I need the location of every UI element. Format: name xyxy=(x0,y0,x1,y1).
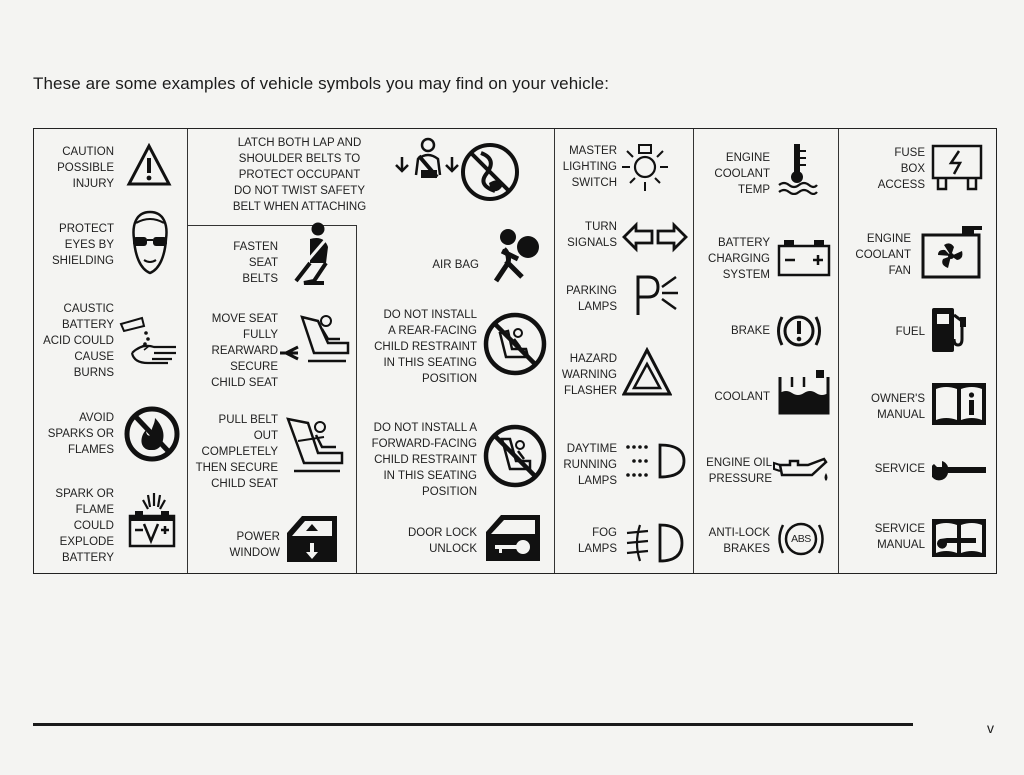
hazard-triangle-icon xyxy=(622,347,672,397)
oil-can-icon xyxy=(772,451,832,487)
door-lock-label: DOOR LOCK UNLOCK xyxy=(407,527,477,555)
acid-burn-icon xyxy=(118,309,180,365)
service-manual-label: SERVICE MANUAL xyxy=(874,523,925,551)
power-window-label: POWER WINDOW xyxy=(229,531,280,559)
turn-signal-arrows-icon xyxy=(622,221,688,253)
daytime-running-lamps-icon xyxy=(624,441,688,481)
daytime-lamps-label: DAYTIME RUNNING LAMPS xyxy=(563,443,617,487)
footer-rule xyxy=(33,723,913,726)
page-number: v xyxy=(987,720,994,736)
battery-charging-label: BATTERY CHARGING SYSTEM xyxy=(708,237,770,281)
brake-warning-icon xyxy=(774,309,824,353)
turn-signals-label: TURN SIGNALS xyxy=(567,221,617,249)
intro-text: These are some examples of vehicle symbols you may find on your vehicle: xyxy=(33,74,610,93)
forward-facing-label: DO NOT INSTALL A FORWARD-FACING CHILD RESTRAINT IN THIS SEATING POSITION xyxy=(371,422,477,498)
caustic-acid-label: CAUSTIC BATTERY ACID COULD CAUSE BURNS xyxy=(43,303,114,379)
parking-lamps-label: PARKING LAMPS xyxy=(566,285,617,313)
anti-lock-label: ANTI-LOCK BRAKES xyxy=(708,527,770,555)
rear-facing-label: DO NOT INSTALL A REAR-FACING CHILD RESTRAINT IN THIS SEATING POSITION xyxy=(374,309,477,385)
brake-label: BRAKE xyxy=(731,325,770,337)
column-divider xyxy=(356,225,357,573)
master-lighting-label: MASTER LIGHTING SWITCH xyxy=(562,145,617,189)
door-lock-icon xyxy=(483,512,543,564)
fuel-label: FUEL xyxy=(895,326,925,338)
fog-lamps-label: FOG LAMPS xyxy=(578,527,617,555)
pull-belt-label: PULL BELT OUT COMPLETELY THEN SECURE CHILD SEAT xyxy=(195,414,278,490)
no-forward-facing-seat-icon xyxy=(482,423,548,489)
no-rear-facing-seat-icon xyxy=(482,311,548,377)
child-seat-rearward-icon xyxy=(278,309,354,369)
face-shield-icon xyxy=(128,209,172,277)
coolant-fan-label: ENGINE COOLANT FAN xyxy=(855,233,911,277)
owners-manual-icon xyxy=(930,381,988,427)
service-label: SERVICE xyxy=(874,463,925,475)
coolant-label: COOLANT xyxy=(714,391,770,403)
hazard-flasher-label: HAZARD WARNING FLASHER xyxy=(561,353,617,397)
caution-label: CAUTION POSSIBLE INJURY xyxy=(57,146,114,190)
battery-icon xyxy=(776,237,832,277)
coolant-level-icon xyxy=(776,367,832,417)
fuel-pump-icon xyxy=(930,305,970,355)
fasten-belts-label: FASTEN SEAT BELTS xyxy=(233,241,278,285)
protect-eyes-label: PROTECT EYES BY SHIELDING xyxy=(52,223,114,267)
coolant-thermometer-icon xyxy=(776,141,820,195)
latch-belts-label: LATCH BOTH LAP AND SHOULDER BELTS TO PROTECT OCCUPANT DO NOT TWIST SAFETY BELT WHEN ATTACHING xyxy=(232,137,367,213)
fuse-box-icon xyxy=(930,143,984,193)
parking-lamps-icon xyxy=(632,269,682,319)
caution-triangle-icon xyxy=(126,143,172,187)
battery-explode-icon xyxy=(126,491,178,549)
coolant-fan-icon xyxy=(920,223,984,281)
spark-flame-label: SPARK OR FLAME COULD EXPLODE BATTERY xyxy=(55,488,114,564)
child-seat-belt-icon xyxy=(284,411,348,477)
no-twisted-belt-icon xyxy=(459,141,521,203)
column-divider xyxy=(187,129,188,573)
fuse-box-label: FUSE BOX ACCESS xyxy=(877,147,925,191)
no-flames-icon xyxy=(123,404,181,464)
air-bag-icon xyxy=(482,225,546,285)
wrench-icon xyxy=(932,457,988,483)
coolant-temp-label: ENGINE COOLANT TEMP xyxy=(714,152,770,196)
master-lighting-icon xyxy=(618,139,672,195)
column-divider xyxy=(838,129,839,573)
abs-badge-text: ABS xyxy=(791,533,811,545)
power-window-icon xyxy=(284,513,340,565)
move-seat-label: MOVE SEAT FULLY REARWARD SECURE CHILD SEAT xyxy=(211,313,278,389)
vehicle-symbols-panel xyxy=(33,128,997,574)
seat-belt-icon xyxy=(284,221,348,285)
air-bag-label: AIR BAG xyxy=(432,259,479,271)
service-manual-icon xyxy=(930,517,988,559)
oil-pressure-label: ENGINE OIL PRESSURE xyxy=(706,457,772,485)
avoid-sparks-label: AVOID SPARKS OR FLAMES xyxy=(47,412,114,456)
seat-belt-latch-icon xyxy=(392,135,462,195)
fog-lamps-icon xyxy=(624,521,684,565)
owners-manual-label: OWNER'S MANUAL xyxy=(871,393,925,421)
